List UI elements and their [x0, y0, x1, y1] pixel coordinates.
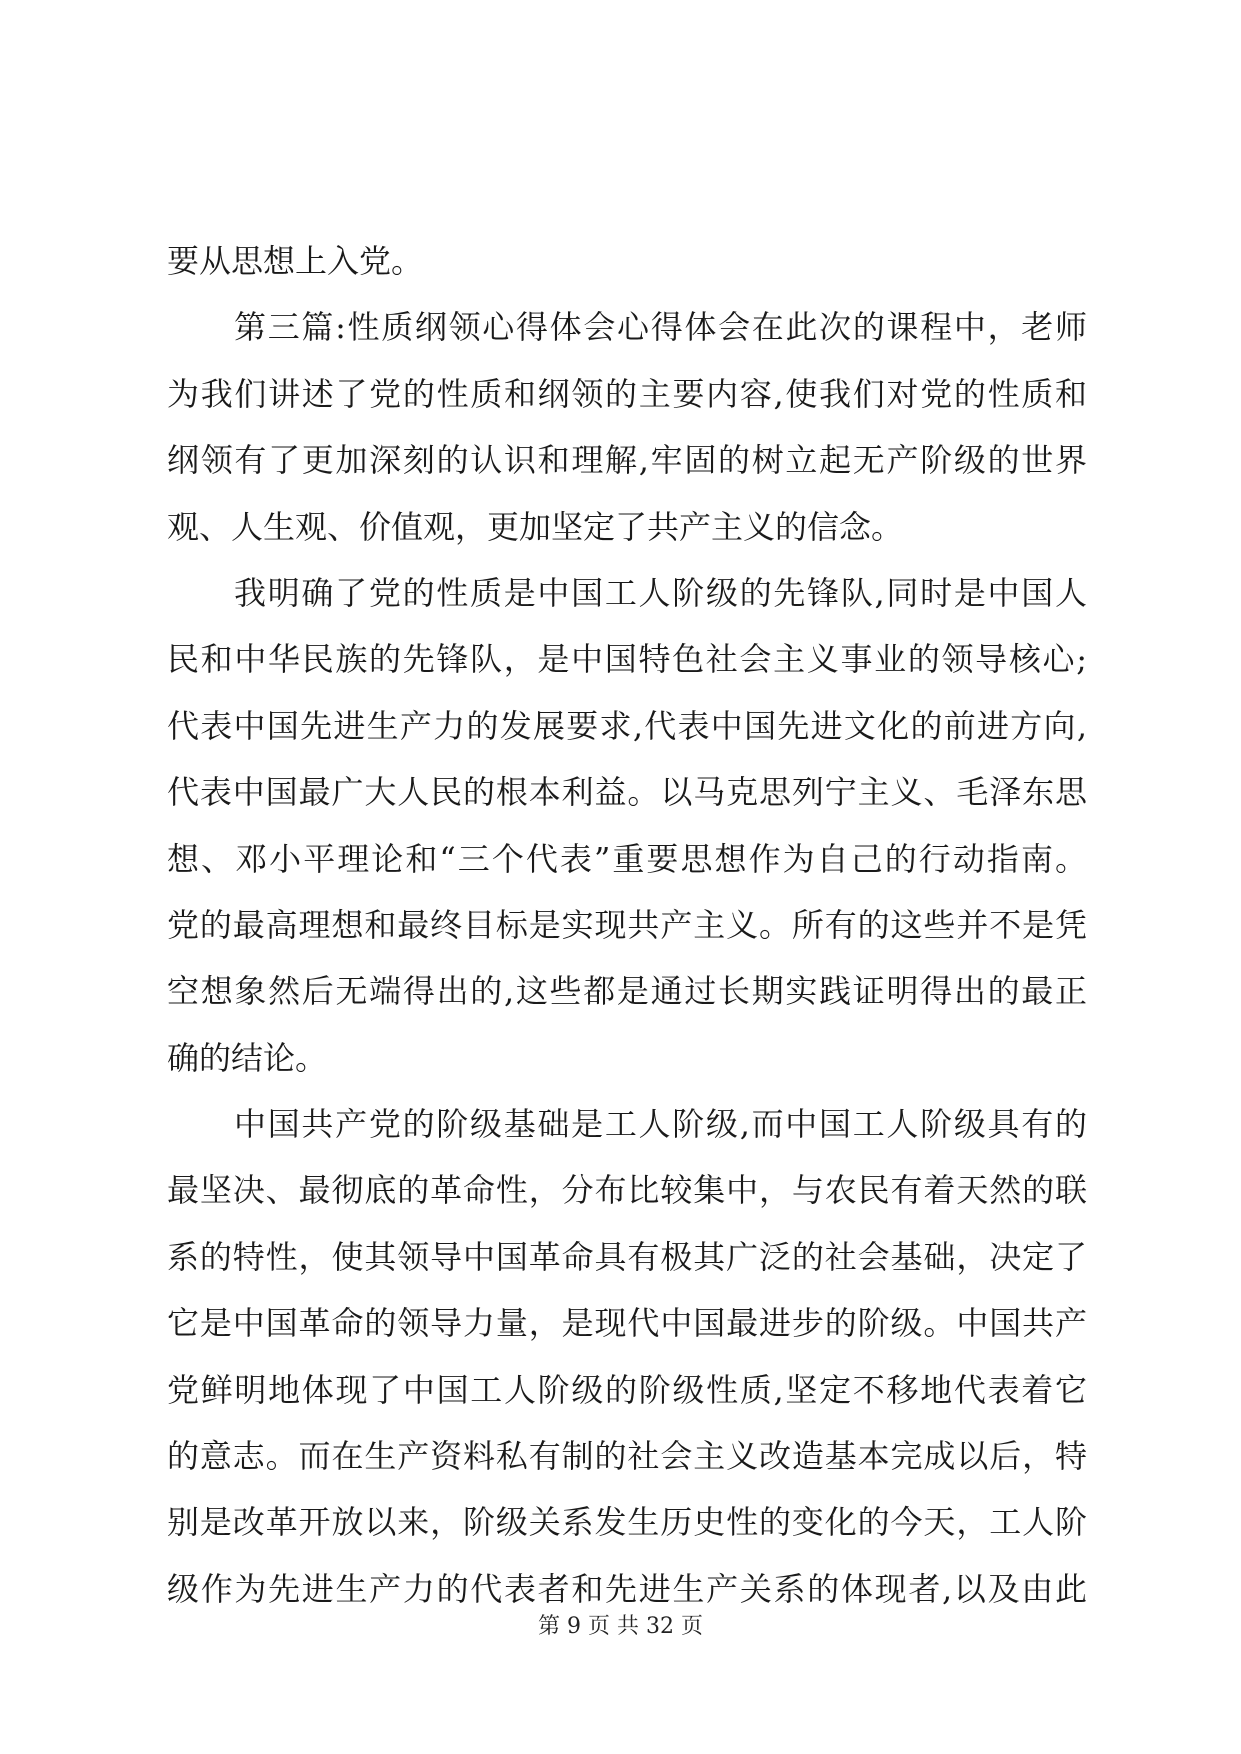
- text-line: 代表中国最广大人民的根本利益。以马克思列宁主义、毛泽东思: [167, 773, 1087, 812]
- text-line: 第三篇:性质纲领心得体会心得体会在此次的课程中，老师: [234, 308, 1087, 347]
- text-line: 民和中华民族的先锋队，是中国特色社会主义事业的领导核心;: [167, 640, 1087, 679]
- text-line: 别是改革开放以来，阶级关系发生历史性的变化的今天，工人阶: [167, 1503, 1087, 1542]
- text-line: 要从思想上入党。: [167, 242, 424, 280]
- text-line: 党的最高理想和最终目标是实现共产主义。所有的这些并不是凭: [167, 905, 1087, 944]
- page-number-footer: 第 9 页 共 32 页: [538, 1614, 703, 1639]
- body-text: [167, 228, 1087, 1622]
- text-line: 确的结论。: [167, 1038, 328, 1077]
- text-line: 党鲜明地体现了中国工人阶级的阶级性质,坚定不移地代表着它: [167, 1370, 1087, 1409]
- text-line: 系的特性，使其领导中国革命具有极其广泛的社会基础，决定了: [167, 1237, 1087, 1276]
- text-line: 代表中国先进生产力的发展要求,代表中国先进文化的前进方向,: [167, 706, 1087, 745]
- text-line: 的意志。而在生产资料私有制的社会主义改造基本完成以后，特: [167, 1437, 1087, 1476]
- text-line: 级作为先进生产力的代表者和先进生产关系的体现者,以及由此: [167, 1569, 1087, 1608]
- text-line: 它是中国革命的领导力量，是现代中国最进步的阶级。中国共产: [167, 1304, 1087, 1343]
- text-line: 我明确了党的性质是中国工人阶级的先锋队,同时是中国人: [234, 573, 1087, 612]
- text-line: 纲领有了更加深刻的认识和理解,牢固的树立起无产阶级的世界: [167, 441, 1087, 480]
- text-line: 为我们讲述了党的性质和纲领的主要内容,使我们对党的性质和: [167, 374, 1087, 413]
- text-line: 空想象然后无端得出的,这些都是通过长期实践证明得出的最正: [167, 972, 1087, 1011]
- text-line: 观、人生观、价值观，更加坚定了共产主义的信念。: [167, 507, 904, 546]
- text-line: 中国共产党的阶级基础是工人阶级,而中国工人阶级具有的: [234, 1105, 1087, 1144]
- text-line: 最坚决、最彻底的革命性，分布比较集中，与农民有着天然的联: [167, 1171, 1087, 1210]
- text-line: 想、邓小平理论和“三个代表”重要思想作为自己的行动指南。: [167, 839, 1087, 878]
